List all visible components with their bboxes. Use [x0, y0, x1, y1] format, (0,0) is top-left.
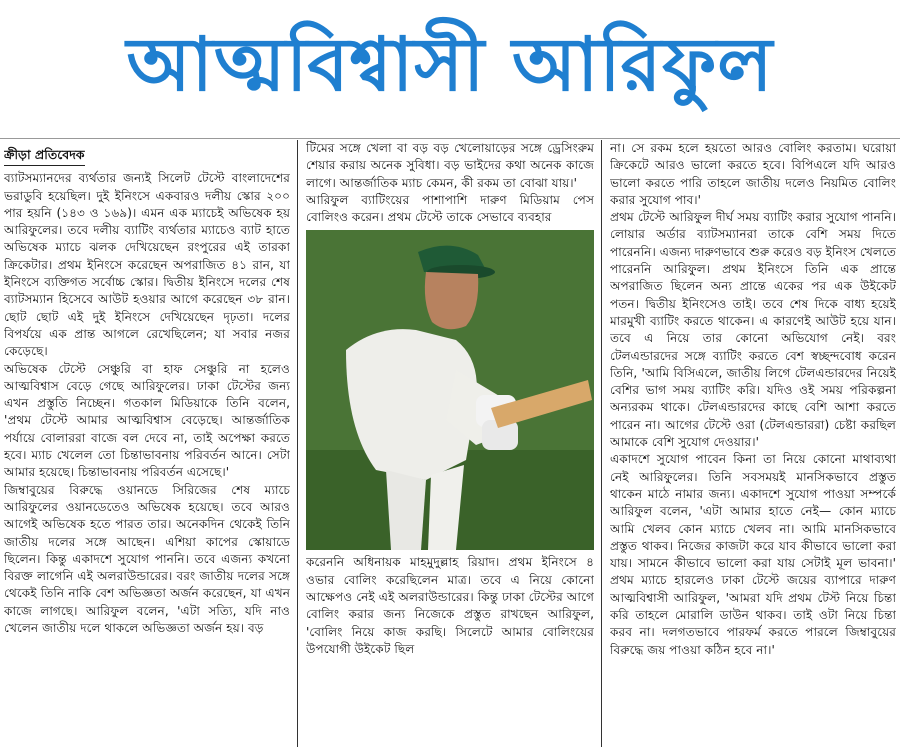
paragraph: করেননি অধিনায়ক মাহমুদুল্লাহ রিয়াদ। প্রথম ইনিংসে ৪ ওভার বোলিং করেছিলেন মাত্র। তবে এ নিয়ে কোনো আক্ষেপও নেই এই অলরাউন্ডারের। কিন্তু ঢাকা টেস্টের আগে বোলিং করার জন্য নিজেকে প্রস্তুত রাখছেন আরিফুল, 'বোলিং নিয়ে কাজ করছি। সিলেটে আমার বোলিংয়ের উপযোগী উইকেট ছিল [306, 555, 594, 656]
column-3 [610, 140, 896, 747]
cricketer-batting-photo [306, 230, 594, 550]
column-2 [306, 140, 594, 747]
paragraph: টিমের সঙ্গে খেলা বা বড় বড় খেলোয়াড়ের সঙ্গে ড্রেসিংরুম শেয়ার করায় অনেক সুবিধা। বড় ভাইদের কথা অনেক কাজে লাগে। আন্তর্জাতিক ম্যাচ কেমন, কী রকম তা বোঝা যায়।' [306, 141, 594, 190]
column-divider [601, 140, 602, 747]
paragraph: একাদশে সুযোগ পাবেন কিনা তা নিয়ে কোনো মাথাব্যথা নেই আরিফুলের। তিনি সবসময়ই মানসিকভাবে প্রস্তুত থাকেন মাঠে নামার জন্য। একাদশে সুযোগ পাওয়া সম্পর্কে আরিফুল বলেন, 'এটা আমার হাতে নেই— কোন ম্যাচে আমি খেলব কোন ম্যাচে খেলব না। আমি মানসিকভাবে প্রস্তুত থাকব। নিজের কাজটা করে যাব কীভাবে ভালো করা যায়। সামনে কীভাবে ভালো করা যায় সেটাই মূল ভাবনা।' প্রথম ম্যাচে হারলেও ঢাকা টেস্টে জয়ের ব্যাপারে দারুণ আত্মবিশ্বাসী আরিফুল, 'আমরা যদি প্রথম টেস্ট নিয়ে চিন্তা করি তাহলে মোরালি ডাউন থাকব। তাই ওটা নিয়ে চিন্তা করব না। দলগতভাবে পারফর্ম করতে পারলে জিম্বাবুয়ের বিরুদ্ধে জয় পাওয়া কঠিন হবে না।' [610, 452, 896, 657]
headline: আত্মবিশ্বাসী আরিফুল [126, 21, 774, 108]
paragraph: না। সে রকম হলে হয়তো আরও বোলিং করতাম। ঘরোয়া ক্রিকেটে আরও ভালো করতে হবে। বিপিএলে যদি আরও ভালো করতে পারি তাহলে জাতীয় দলেও নিয়মিত বোলিং করার সুযোগ পাব।' [610, 141, 896, 207]
top-rule [0, 138, 900, 139]
paragraph: জিম্বাবুয়ের বিরুদ্ধে ওয়ানডে সিরিজের শেষ ম্যাচে আরিফুলের ওয়ানডেতেও অভিষেক হয়েছে। তবে আরও আগেই অভিষেক হতে পারত তার। অনেকদিন থেকেই তিনি জাতীয় দলের সঙ্গে আছেন। এশিয়া কাপের স্কোয়াডে ছিলেন। কিন্তু একাদশে সুযোগ পাননি। তবে এজন্য কখনো বিরক্ত লাগেনি এই অলরাউন্ডারের। বরং জাতীয় দলের সঙ্গে থেকেই তিনি নাকি বেশ অভিজ্ঞতা অর্জন করেছেন, যা এখন কাজে লাগছে। আরিফুল বলেন, 'এটা সত্যি, যদি নাও খেলেন জাতীয় দলে থাকলে অভিজ্ঞতা অর্জন হয়। বড় [4, 482, 290, 636]
column-divider [297, 140, 298, 747]
paragraph: ব্যাটসম্যানদের ব্যর্থতার জন্যই সিলেট টেস্টে বাংলাদেশের ভরাডুবি হয়েছিল। দুই ইনিংসে একবারও দলীয় স্কোর ২০০ পার হয়নি (১৪৩ ও ১৬৯)। এমন এক ম্যাচেই অভিষেক হয় আরিফুলের। তবে দলীয় ব্যাটিং ব্যর্থতার ম্যাচেও ব্যাট হাতে অভিষেক ম্যাচে ঝলক দেখিয়েছেন রংপুরের এই তারকা ক্রিকেটার। প্রথম ইনিংসে করেছেন অপরাজিত ৪১ রান, যা ইনিংসে ব্যক্তিগত সর্বোচ্চ স্কোর। দ্বিতীয় ইনিংসে দলের শেষ ব্যাটসম্যান হিসেবে আউট হওয়ার আগে করেছেন ৩৮ রান। ছোট ছোট এই দুই ইনিংসে দেখিয়েছেন দৃঢ়তা। দলের বিপর্যয়ে এক প্রান্ত আগলে রেখেছিলেন; যা সবার নজর কেড়েছে। [4, 171, 290, 359]
byline: ক্রীড়া প্রতিবেদক [4, 146, 85, 166]
paragraph: অভিষেক টেস্টে সেঞ্চুরি বা হাফ সেঞ্চুরি না হলেও আত্মবিশ্বাস বেড়ে গেছে আরিফুলের। ঢাকা টেস্টের জন্য এখন প্রস্তুতি নিচ্ছেন। গতকাল মিডিয়াকে তিনি বলেন, 'প্রথম টেস্টে আমার আত্মবিশ্বাস বেড়েছে। আন্তর্জাতিক পর্যায়ে বোলাররা বাজে বল দেবে না, তাই অপেক্ষা করতে হবে। ম্যাচ খেলেল তো চিন্তাভাবনায় পরিবর্তন আনে। সেটা আমার হয়েছে। চিন্তাভাবনায় পরিবর্তন এসেছে।' [4, 361, 290, 480]
column-1 [4, 140, 290, 747]
paragraph: প্রথম টেস্টে আরিফুল দীর্ঘ সময় ব্যাটিং করার সুযোগ পাননি। লোয়ার অর্ডার ব্যাটসম্যানরা তাকে বেশি সময় দিতে পারেননি। এজন্য দারুণভাবে শুরু করেও বড় ইনিংস খেলতে পারেননি আরিফুল। প্রথম ইনিংসে তিনি এক প্রান্তে অপরাজিত ছিলেন অন্য প্রান্তে একের পর এক উইকেট পতন। দ্বিতীয় ইনিংসেও তাই। তবে শেষ দিকে বাধ্য হয়েই মারমুখী ব্যাটিং করতে থাকেন। এ কারণেই আউট হয়ে যান। তবে এ নিয়ে তার কোনো অভিযোগ নেই। বরং টেলএন্ডারদের সঙ্গে ব্যাটিং করতে বেশ স্বচ্ছন্দবোধ করেন তিনি, 'আমি বিসিএলে, জাতীয় লিগে টেলএন্ডারদের নিয়েই বেশির ভাগ সময় ব্যাটিং করি। যদিও ওই সময় পরিকল্পনা অন্যরকম থাকে। টেলএন্ডারদের কাছে বেশি আশা করতে পারেন না। আগের টেস্টে ওরা (টেলএন্ডাররা) চেষ্টা করছিল আমাকে বেশি সুযোগ দেওয়ার।' [610, 210, 896, 450]
paragraph: আরিফুল ব্যাটিংয়ের পাশাপাশি দারুণ মিডিয়াম পেস বোলিংও করেন। প্রথম টেস্টে তাকে সেভাবে ব্যবহার [306, 192, 594, 225]
